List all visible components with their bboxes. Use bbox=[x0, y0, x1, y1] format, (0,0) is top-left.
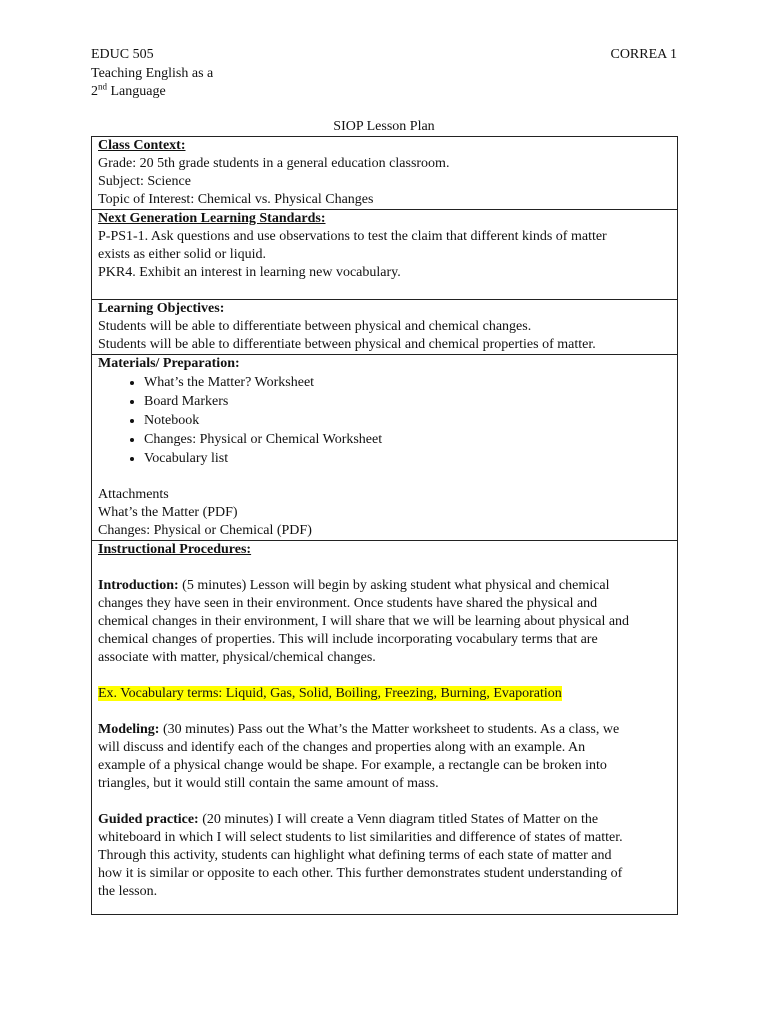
ordinal-number: 2 bbox=[91, 84, 98, 99]
modeling-label: Modeling: bbox=[98, 722, 160, 737]
objectives-row bbox=[92, 300, 678, 355]
standards-row bbox=[92, 210, 678, 300]
list-item: • Notebook bbox=[144, 411, 671, 430]
objective-1: Students will be able to differentiate between physical and chemical changes. bbox=[98, 319, 532, 334]
materials-cell bbox=[92, 355, 678, 541]
grade-line: Grade: 20 5th grade students in a general education classroom. bbox=[98, 156, 450, 171]
standard-1-line2: exists as either solid or liquid. bbox=[98, 247, 266, 262]
course-name-rest: Language bbox=[107, 84, 166, 99]
introduction-paragraph: Introduction: (5 minutes) Lesson will begin by asking student what physical and chemical changes they have seen in their environment. Once students have shared the physical and chemical changes in their environment, I will share that we will be learning about physical and chemical changes of properties. This will include incorporating vocabulary terms that are associate with matter, physical/chemical changes. bbox=[98, 578, 630, 665]
procedures-row bbox=[92, 541, 678, 915]
lesson-plan-table bbox=[91, 136, 678, 915]
list-item: • Board Markers bbox=[144, 392, 671, 411]
procedures-cell bbox=[92, 541, 678, 915]
procedures-heading: Instructional Procedures: bbox=[98, 542, 252, 557]
ordinal-suffix: nd bbox=[98, 81, 107, 92]
course-name-line1: Teaching English as a bbox=[91, 65, 214, 81]
attachment-item: What’s the Matter (PDF) bbox=[98, 505, 238, 520]
vocabulary-terms: Ex. Vocabulary terms: Liquid, Gas, Solid, Boiling, Freezing, Burning, Evaporation bbox=[98, 686, 562, 701]
standard-1-line1: P-PS1-1. Ask questions and use observations to test the claim that different kinds of matter bbox=[98, 229, 607, 244]
introduction-label: Introduction: bbox=[98, 578, 179, 593]
list-item: • Changes: Physical or Chemical Worksheet bbox=[144, 430, 671, 449]
class-context-row bbox=[92, 137, 678, 210]
standard-2: PKR4. Exhibit an interest in learning new vocabulary. bbox=[98, 265, 401, 280]
standards-heading: Next Generation Learning Standards: bbox=[98, 211, 326, 226]
materials-list bbox=[98, 373, 671, 468]
class-context-cell bbox=[92, 137, 678, 210]
objectives-cell bbox=[92, 300, 678, 355]
objective-2: Students will be able to differentiate between physical and chemical properties of matter. bbox=[98, 337, 596, 352]
modeling-paragraph: Modeling: (30 minutes) Pass out the What’s the Matter worksheet to students. As a class, we will discuss and identify each of the changes and properties along with an example. An example of a physical change would be shape. For example, a rectangle can be broken into triangles, but it would still contain the same amount of mass. bbox=[98, 722, 620, 791]
list-item: • What’s the Matter? Worksheet bbox=[144, 373, 671, 392]
course-name-line2 bbox=[91, 83, 391, 102]
course-header bbox=[91, 46, 391, 102]
author-page-number: CORREA 1 bbox=[610, 47, 677, 62]
objectives-heading: Learning Objectives: bbox=[98, 301, 225, 316]
materials-row bbox=[92, 355, 678, 541]
list-item: • Vocabulary list bbox=[144, 449, 671, 468]
page-title: SIOP Lesson Plan bbox=[333, 119, 435, 134]
guided-practice-paragraph: Guided practice: (20 minutes) I will create a Venn diagram titled States of Matter on the whiteboard in which I will select students to list similarities and difference of states of matter. Through this activity, students can highlight what defining terms of each state of matter and how it is similar or opposite to each other. This further demonstrates student understanding of the lesson. bbox=[98, 812, 623, 899]
class-context-heading: Class Context: bbox=[98, 138, 186, 153]
attachments-label: Attachments bbox=[98, 487, 169, 502]
standards-cell bbox=[92, 210, 678, 300]
topic-line: Topic of Interest: Chemical vs. Physical Changes bbox=[98, 192, 374, 207]
guided-practice-label: Guided practice: bbox=[98, 812, 199, 827]
course-code: EDUC 505 bbox=[91, 47, 154, 62]
attachment-item: Changes: Physical or Chemical (PDF) bbox=[98, 523, 312, 538]
materials-heading: Materials/ Preparation: bbox=[98, 356, 240, 371]
subject-line: Subject: Science bbox=[98, 174, 191, 189]
